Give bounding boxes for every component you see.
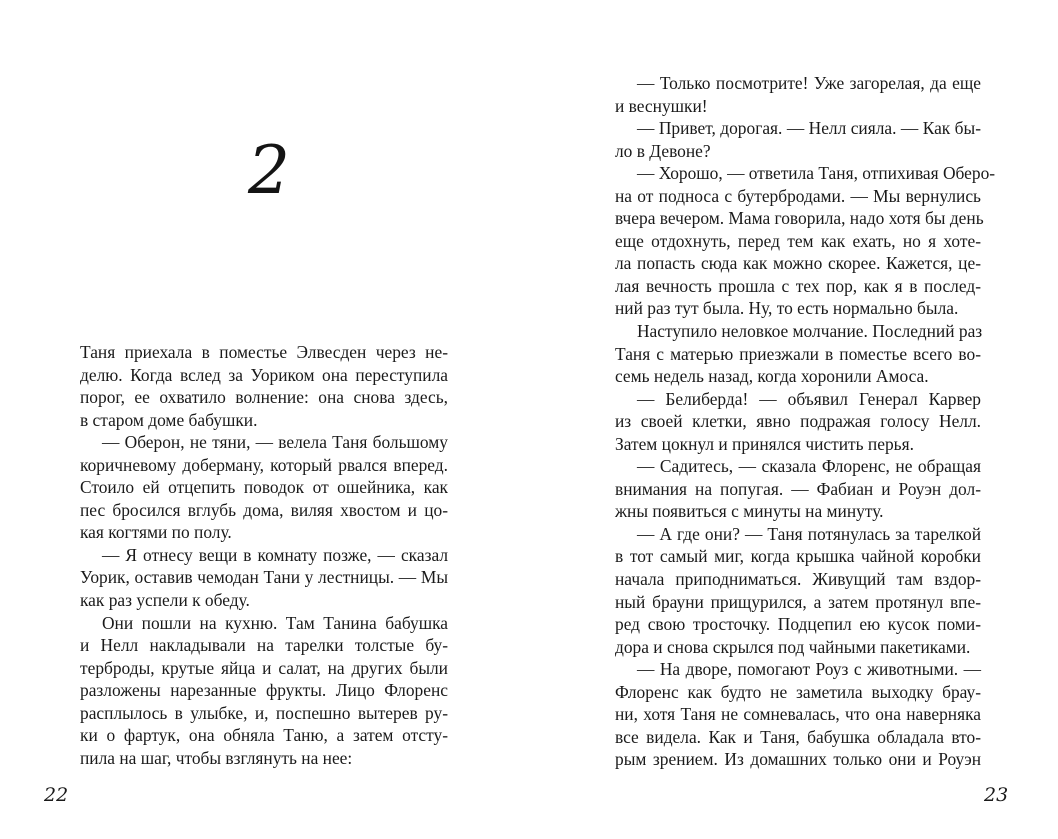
- text-line: еще отдохнуть, перед тем как ехать, но я хоте-: [615, 230, 981, 251]
- text-line: и веснушки!: [615, 95, 708, 116]
- text-line: Затем цокнул и принялся чистить перья.: [615, 433, 914, 454]
- text-line: коричневому доберману, который рвался вперед.: [80, 454, 448, 475]
- text-line: внимания на попугая. — Фабиан и Роуэн дол-: [615, 478, 981, 499]
- text-line: Они пошли на кухню. Там Танина бабушка: [102, 612, 448, 633]
- right-page: [529, 0, 1058, 839]
- text-line: — Хорошо, — ответила Таня, отпихивая Оберо-: [637, 163, 996, 184]
- text-line: ред свою тросточку. Подцепил ею кусок поми-: [615, 614, 981, 635]
- text-line: ный брауни прищурился, а затем протянул впе-: [615, 591, 981, 612]
- text-line: — А где они? — Таня потянулась за тарелкой: [637, 523, 981, 544]
- text-line: вчера вечером. Мама говорила, надо хотя бы день: [615, 208, 984, 229]
- text-line: ла попасть сюда как можно скорее. Кажется, це-: [615, 253, 981, 274]
- text-line: на от подноса с бутербродами. — Мы вернулись: [615, 185, 981, 206]
- text-line: ни, хотя Таня не сомневалась, что она наверняка: [615, 704, 981, 725]
- text-line: — Садитесь, — сказала Флоренс, не обращая: [637, 456, 981, 477]
- text-line: и Нелл накладывали на тарелки толстые бу-: [80, 635, 448, 656]
- text-line: разложены нарезанные фрукты. Лицо Флоренс: [80, 680, 448, 701]
- text-line: расплылось в улыбке, и, поспешно вытерев ру-: [80, 702, 448, 723]
- text-line: — Привет, дорогая. — Нелл сияла. — Как бы-: [637, 118, 981, 139]
- text-line: дора и снова скрылся под чайными пакетиками.: [615, 636, 971, 657]
- left-page-number: 22: [44, 784, 69, 806]
- text-line: Уорик, оставив чемодан Тани у лестницы. — Мы: [80, 567, 448, 588]
- text-line: в старом доме бабушки.: [80, 409, 258, 430]
- chapter-number: 2: [248, 132, 290, 209]
- text-line: — Белиберда! — объявил Генерал Карвер: [637, 388, 981, 409]
- text-line: делю. Когда вслед за Уориком она переступила: [80, 364, 448, 385]
- text-line: из своей клетки, явно подражая голосу Нелл.: [615, 411, 981, 432]
- right-page-text: [615, 72, 996, 771]
- text-line: — Я отнесу вещи в комнату позже, — сказал: [102, 544, 448, 565]
- text-line: рым зрением. Из домашних только они и Роуэн: [615, 749, 981, 770]
- text-line: начала приподниматься. Живущий там вздор-: [615, 569, 981, 590]
- text-line: все видела. Как и Таня, бабушка обладала вто-: [615, 726, 981, 747]
- text-line: ло в Девоне?: [615, 140, 711, 161]
- text-line: — Только посмотрите! Уже загорелая, да еще: [637, 73, 981, 93]
- text-line: — На дворе, помогают Роуз с животными. —: [637, 659, 981, 680]
- text-line: порог, ее охватило волнение: она снова здесь,: [80, 387, 448, 408]
- right-page-number: 23: [984, 784, 1009, 806]
- text-line: Таня с матерью приезжали в поместье всего во-: [615, 343, 981, 364]
- text-line: ки о фартук, она обняла Таню, а затем отсту-: [80, 725, 448, 746]
- text-line: ний раз тут была. Ну, то есть нормально была.: [615, 298, 959, 319]
- text-line: — Оберон, не тяни, — велела Таня большому: [102, 432, 448, 453]
- text-line: Стоило ей отцепить поводок от ошейника, как: [80, 477, 448, 498]
- left-page-text: [80, 341, 448, 769]
- text-line: пес бросился вглубь дома, виляя хвостом и цо-: [80, 499, 448, 520]
- text-line: терброды, крутые яйца и салат, на других были: [80, 657, 448, 678]
- text-line: лая вечность прошла с тех пор, как я в послед-: [615, 275, 981, 296]
- text-line: Таня приехала в поместье Элвесден через не-: [80, 342, 448, 362]
- text-line: кая когтями по полу.: [80, 522, 232, 543]
- text-line: Наступило неловкое молчание. Последний раз: [637, 321, 983, 342]
- text-line: Флоренс как будто не заметила выходку брау-: [615, 681, 981, 702]
- text-line: семь недель назад, когда хоронили Амоса.: [615, 366, 929, 387]
- text-line: как раз успели к обеду.: [80, 590, 250, 611]
- text-line: в тот самый миг, когда крышка чайной коробки: [615, 546, 981, 567]
- text-line: жны появиться с минуты на минуту.: [615, 501, 884, 522]
- text-line: пила на шаг, чтобы взглянуть на нее:: [80, 747, 353, 768]
